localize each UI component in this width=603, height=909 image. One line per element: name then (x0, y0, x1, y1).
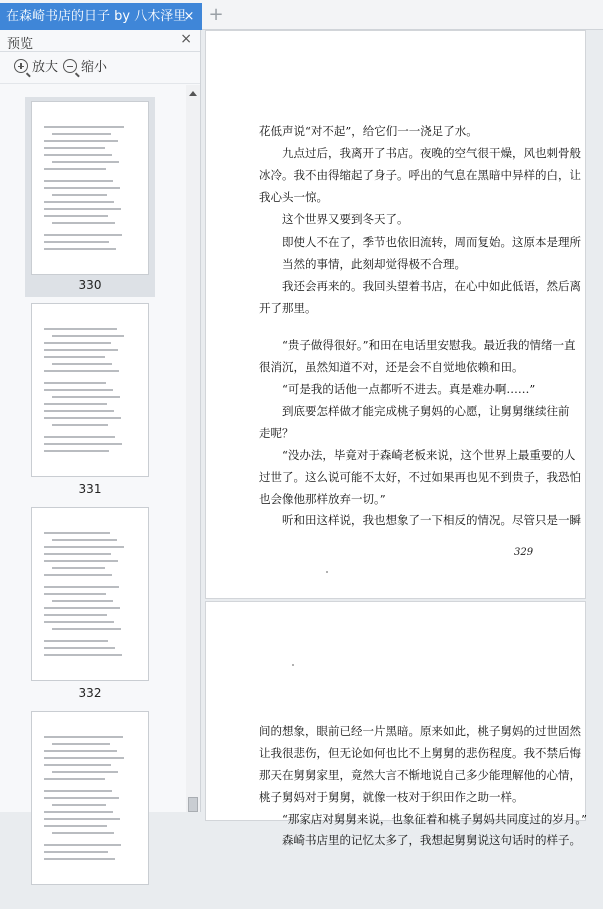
page-text-line: 这个世界又要到冬天了。 (282, 212, 409, 226)
thumbnail-text-line (44, 154, 112, 156)
page-text-line: “没办法，毕竟对于森崎老板来说，这个世界上最重要的人 (282, 448, 576, 462)
document-viewer[interactable] (201, 30, 603, 847)
thumbnail-text-line (44, 389, 113, 391)
tab-bar (0, 0, 603, 30)
sidebar-close-icon[interactable]: × (180, 31, 192, 47)
thumbnail-text-line (44, 858, 115, 860)
thumbnail-text-line (44, 811, 113, 813)
thumbnail-text-line (44, 215, 108, 217)
thumbnail-text-line (44, 764, 111, 766)
thumbnail-text-line (44, 443, 122, 445)
thumbnail-text-line (44, 778, 105, 780)
thumbnail-text-line (44, 560, 118, 562)
page-text-line: 也会像他那样放弃一切。” (259, 492, 386, 506)
page-text-line: 当然的事情，此刻却觉得极不合理。 (282, 257, 466, 271)
thumbnail-text-line (44, 356, 105, 358)
thumbnail-text-line (44, 546, 124, 548)
preview-sidebar (0, 30, 201, 812)
thumbnail-text-line (44, 553, 111, 555)
scan-speck (326, 571, 328, 573)
scrollbar-thumb[interactable] (188, 797, 198, 812)
sidebar-header (0, 30, 200, 52)
page-text-line: 听和田这样说，我也想象了一下相反的情况。尽管只是一瞬 (282, 513, 581, 527)
page-text-line: 开了那里。 (259, 301, 317, 315)
thumbnail-text-line (44, 382, 106, 384)
thumbnail-text-line (44, 750, 117, 752)
thumbnail-text-line (44, 654, 122, 656)
thumbnail-330[interactable] (25, 97, 155, 297)
page-text-line: 九点过后，我离开了书店。夜晚的空气很干燥，风也刺骨般 (282, 146, 581, 160)
thumbnail-text-line (52, 804, 106, 806)
thumbnail-text-line (44, 621, 114, 623)
thumbnail-list (0, 85, 186, 812)
scan-speck (292, 664, 294, 666)
page-text-line: 很消沉，虽然知道不对，还是会不自觉地依赖和田。 (259, 360, 524, 374)
page-text-line: 即使人不在了，季节也依旧流转，周而复始。这原本是理所 (282, 235, 581, 249)
page-text-line: 我还会再来的。我回头望着书店，在心中如此低语，然后离 (282, 279, 581, 293)
zoom-in-button[interactable] (14, 59, 58, 77)
thumbnail-text-line (52, 600, 113, 602)
thumbnail-label: 330 (78, 278, 102, 292)
page-thumbnail[interactable] (31, 101, 149, 275)
thumbnail-text-line (52, 771, 118, 773)
thumbnail-text-line (44, 208, 121, 210)
new-tab-button[interactable]: + (208, 4, 224, 25)
thumbnail-text-line (44, 328, 117, 330)
page-text-line: 过世了。这么说可能不太好，不过如果再也见不到贵子，我恐怕 (259, 470, 581, 484)
page-text-line: 冰冷。我不由得缩起了身子。呼出的气息在黑暗中异样的白，让 (259, 168, 581, 182)
thumbnail-text-line (44, 410, 114, 412)
page-text-line: 那天在舅舅家里，竟然大言不惭地说自己多少能理解他的心情， (259, 768, 581, 782)
document-tab[interactable] (0, 3, 202, 30)
thumbnail-text-line (44, 797, 119, 799)
page-number: 329 (514, 547, 534, 558)
thumbnail-text-line (44, 241, 109, 243)
zoom-out-label: 缩小 (81, 60, 108, 75)
page-text-line: “可是我的话他一点都听不进去。真是难办啊……” (282, 382, 536, 396)
document-page-330 (205, 601, 588, 847)
zoom-in-icon (14, 59, 28, 73)
thumbnail-text-line (52, 194, 107, 196)
thumbnail-text-line (52, 363, 112, 365)
thumbnail-text-line (52, 335, 124, 337)
page-text-line: 间的想象，眼前已经一片黑暗。原来如此，桃子舅妈的过世固然 (259, 724, 581, 738)
thumbnail-text-line (44, 586, 119, 588)
thumbnail-text-line (44, 140, 118, 142)
sidebar-scrollbar[interactable] (186, 85, 200, 812)
close-tab-icon[interactable]: × (183, 9, 195, 24)
thumbnail-text-line (44, 436, 115, 438)
thumbnail-333[interactable] (25, 709, 155, 909)
thumbnail-text-line (52, 222, 115, 224)
thumbnail-text-line (44, 234, 122, 236)
thumbnail-text-line (44, 790, 112, 792)
page-text-line: 让我很悲伤，但无论如何也比不上舅舅的悲伤程度。我不禁后悔 (259, 746, 581, 760)
thumbnail-text-line (52, 396, 120, 398)
thumbnail-text-line (52, 424, 108, 426)
thumbnail-text-line (44, 532, 110, 534)
thumbnail-text-line (44, 417, 121, 419)
thumbnail-text-line (44, 640, 108, 642)
thumbnail-text-line (44, 614, 107, 616)
thumbnail-text-line (44, 126, 124, 128)
thumbnail-text-line (44, 818, 120, 820)
thumbnail-text-line (52, 161, 119, 163)
thumbnail-text-line (44, 147, 105, 149)
thumbnail-text-line (44, 403, 107, 405)
zoom-in-label: 放大 (32, 60, 59, 75)
thumbnail-text-line (44, 647, 115, 649)
thumbnail-text-line (52, 743, 110, 745)
thumbnail-text-line (44, 450, 109, 452)
page-thumbnail[interactable] (31, 303, 149, 477)
thumbnail-332[interactable] (25, 505, 155, 705)
scroll-up-arrow-icon[interactable] (189, 91, 197, 96)
thumbnail-text-line (44, 607, 120, 609)
page-text-line: 到底要怎样做才能完成桃子舅妈的心愿，让舅舅继续往前 (282, 404, 570, 418)
page-text-line: 走呢？ (259, 426, 294, 440)
thumbnail-text-line (52, 628, 121, 630)
thumbnail-text-line (52, 832, 114, 834)
document-tab-title[interactable]: 在森崎书店的日子 by 八木泽里 (6, 9, 187, 24)
zoom-out-icon (63, 59, 77, 73)
page-text-line: 花低声说“对不起”，给它们一一浇足了水。 (259, 124, 478, 138)
page-text-line: “贵子做得很好。”和田在电话里安慰我。最近我的情绪一直 (282, 338, 576, 352)
page-text-line: 森崎书店里的记忆太多了，我想起舅舅说这句话时的样子。 (282, 833, 581, 847)
thumbnail-text-line (44, 851, 108, 853)
page-thumbnail[interactable] (31, 507, 149, 681)
thumbnail-text-line (44, 370, 119, 372)
thumbnail-text-line (52, 133, 111, 135)
thumbnail-text-line (44, 168, 106, 170)
thumbnail-text-line (44, 187, 120, 189)
thumbnail-text-line (44, 574, 112, 576)
thumbnail-text-line (44, 593, 106, 595)
thumbnail-text-line (44, 844, 121, 846)
sidebar-title: 预览 (7, 37, 34, 52)
zoom-toolbar (0, 52, 200, 84)
page-text-line: 我心头一惊。 (259, 190, 328, 204)
page-text-line: 桃子舅妈对于舅舅，就像一枝对于织田作之助一样。 (259, 790, 524, 804)
thumbnail-text-line (44, 248, 116, 250)
thumbnail-text-line (44, 757, 124, 759)
page-text-line: “那家店对舅舅来说，也象征着和桃子舅妈共同度过的岁月。” (282, 812, 588, 826)
thumbnail-text-line (44, 180, 113, 182)
thumbnail-text-line (44, 201, 114, 203)
thumbnail-text-line (44, 342, 111, 344)
thumbnail-text-line (52, 567, 105, 569)
thumbnail-text-line (44, 825, 107, 827)
zoom-out-button[interactable] (63, 59, 107, 77)
thumbnail-label: 331 (78, 482, 102, 496)
thumbnail-text-line (44, 736, 123, 738)
thumbnail-text-line (52, 539, 117, 541)
thumbnail-text-line (44, 349, 118, 351)
page-thumbnail[interactable] (31, 711, 149, 885)
document-page-329 (205, 30, 586, 599)
thumbnail-331[interactable] (25, 301, 155, 501)
thumbnail-label: 332 (78, 686, 102, 700)
